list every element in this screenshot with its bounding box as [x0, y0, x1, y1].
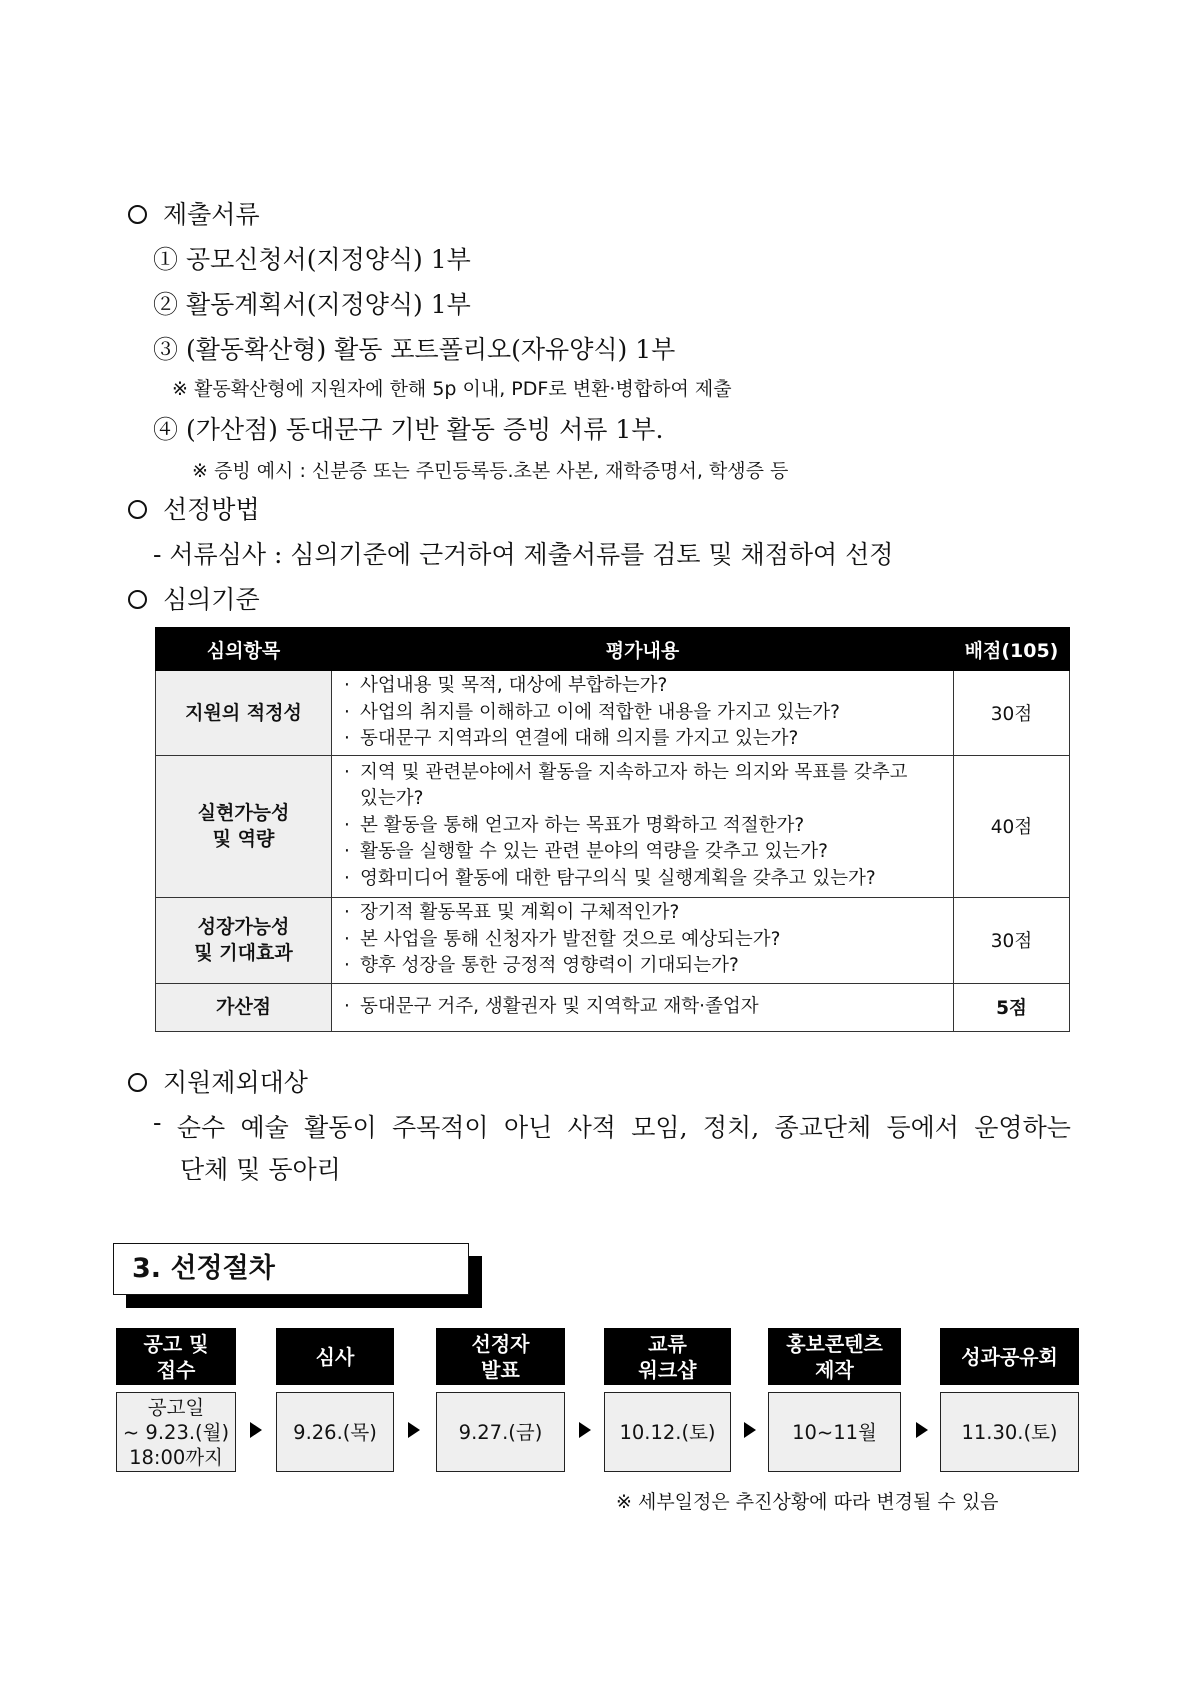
- process-step-date: 9.27.(금): [436, 1392, 565, 1472]
- process-step-date: 9.26.(목): [276, 1392, 394, 1472]
- criteria-description: · 동대문구 거주, 생활권자 및 지역학교 재학·졸업자: [332, 983, 954, 1031]
- criteria-description: · 사업내용 및 목적, 대상에 부합하는가? · 사업의 취지를 이해하고 이에 적합한 내용을 가지고 있는가? · 동대문구 지역과의 연결에 대해 의지를 가지고 있는가?: [332, 671, 954, 756]
- process-step-date: 11.30.(토): [940, 1392, 1079, 1472]
- heading-criteria: 심의기준: [128, 580, 260, 616]
- process-step-header: 공고 및 접수: [116, 1328, 236, 1385]
- process-step-header: 심사: [276, 1328, 394, 1385]
- criteria-category: 실현가능성 및 역량: [156, 755, 332, 897]
- arrow-right-icon: [744, 1422, 756, 1438]
- header-item: 심의항목: [156, 628, 332, 671]
- table-row: [156, 671, 1070, 756]
- doc-note-2: ※ 증빙 예시 : 신분증 또는 주민등록등.초본 사본, 재학증명서, 학생증 등: [192, 460, 789, 482]
- arrow-right-icon: [916, 1422, 928, 1438]
- circle-bullet-icon: [128, 590, 147, 609]
- section-title-process: 3. 선정절차: [113, 1243, 469, 1295]
- criteria-score: 5점: [954, 983, 1070, 1031]
- criteria-score: 30점: [954, 671, 1070, 756]
- table-row: [156, 897, 1070, 983]
- heading-exclusion: 지원제외대상: [128, 1063, 308, 1099]
- arrow-right-icon: [408, 1422, 420, 1438]
- process-step-header: 성과공유회: [940, 1328, 1079, 1385]
- arrow-right-icon: [579, 1422, 591, 1438]
- process-step-header: 선정자 발표: [436, 1328, 565, 1385]
- criteria-score: 40점: [954, 755, 1070, 897]
- doc-item-1: ① 공모신청서(지정양식) 1부: [153, 245, 471, 274]
- criteria-table: [155, 627, 1070, 1032]
- criteria-header-row: [156, 628, 1070, 671]
- exclusion-text-line2: 단체 및 동아리: [180, 1155, 341, 1184]
- exclusion-text-line1: - 순수 예술 활동이 주목적이 아닌 사적 모임, 정치, 종교단체 등에서 운영하는: [153, 1108, 1071, 1142]
- process-step-date: 10~11월: [768, 1392, 901, 1472]
- process-step-header: 홍보콘텐츠 제작: [768, 1328, 901, 1385]
- header-score: 배점(105): [954, 628, 1070, 671]
- criteria-category: 성장가능성 및 기대효과: [156, 897, 332, 983]
- criteria-description: · 장기적 활동목표 및 계획이 구체적인가? · 본 사업을 통해 신청자가 발전할 것으로 예상되는가? · 향후 성장을 통한 긍정적 영향력이 기대되는가?: [332, 897, 954, 983]
- criteria-score: 30점: [954, 897, 1070, 983]
- table-row: [156, 983, 1070, 1031]
- schedule-note: ※ 세부일정은 추진상황에 따라 변경될 수 있음: [616, 1491, 999, 1513]
- criteria-description: · 지역 및 관련분야에서 활동을 지속하고자 하는 의지와 목표를 갖추고 있는가? · 본 활동을 통해 얻고자 하는 목표가 명확하고 적절한가? · 활동을 실행할 수 있는 관련 분야의 역량을 갖추고 있는가? · 영화미디어 활동에 대한 탐구의식 및 실행계획을 갖추고 있는가?: [332, 755, 954, 897]
- header-content: 평가내용: [332, 628, 954, 671]
- heading-selection-method: 선정방법: [128, 490, 260, 526]
- doc-item-3: ③ (활동확산형) 활동 포트폴리오(자유양식) 1부: [153, 335, 676, 364]
- doc-item-2: ② 활동계획서(지정양식) 1부: [153, 290, 471, 319]
- process-step-date: 10.12.(토): [604, 1392, 731, 1472]
- circle-bullet-icon: [128, 1073, 147, 1092]
- circle-bullet-icon: [128, 205, 147, 224]
- process-step-header: 교류 워크샵: [604, 1328, 731, 1385]
- process-step-date: 공고일 ~ 9.23.(월) 18:00까지: [116, 1392, 236, 1472]
- selection-method-text: - 서류심사 : 심의기준에 근거하여 제출서류를 검토 및 채점하여 선정: [153, 540, 894, 569]
- doc-note-1: ※ 활동확산형에 지원자에 한해 5p 이내, PDF로 변환·병합하여 제출: [172, 378, 732, 400]
- criteria-category: 가산점: [156, 983, 332, 1031]
- arrow-right-icon: [250, 1422, 262, 1438]
- heading-submission-docs: 제출서류: [128, 195, 260, 231]
- criteria-category: 지원의 적정성: [156, 671, 332, 756]
- circle-bullet-icon: [128, 500, 147, 519]
- doc-item-4: ④ (가산점) 동대문구 기반 활동 증빙 서류 1부.: [153, 415, 664, 444]
- table-row: [156, 755, 1070, 897]
